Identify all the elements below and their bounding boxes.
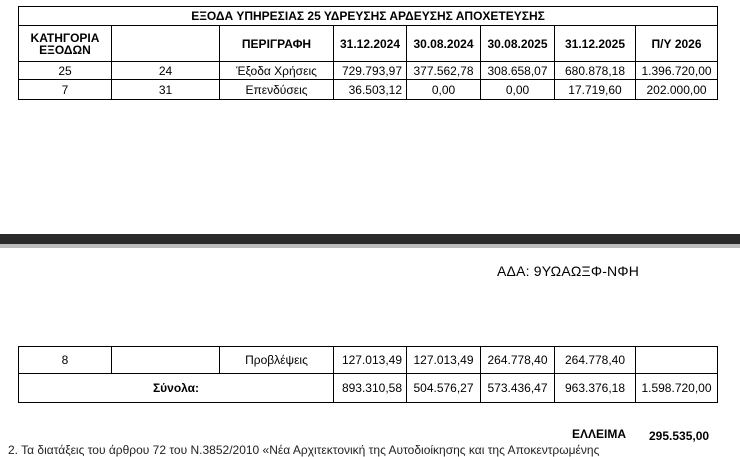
table-row [19,62,718,80]
cell: 264.778,40 [481,347,555,374]
cell: 25 [19,62,112,80]
cell: 680.878,18 [555,62,636,80]
table-row [19,347,718,374]
cell: 24 [112,62,220,80]
header-2024: 31.12.2024 [334,26,407,62]
cell: 308.658,07 [481,62,555,80]
cell: 127.013,49 [407,347,481,374]
header-aug-2025: 30.08.2025 [481,26,555,62]
header-code [112,26,220,62]
total-aug-2025: 573.436,47 [481,374,555,403]
total-2024: 893.310,58 [334,374,407,403]
totals-label: Σύνολα: [19,374,334,403]
paragraph-cut-off: 2. Τα διατάξεις του άρθρου 72 του Ν.3852/2010 «Νέα Αρχιτεκτονική της Αυτοδιοίκησης και της Αποκεντρωμένης [8,443,600,457]
cell: 17.719,60 [555,80,636,100]
header-description: ΠΕΡΙΓΡΑΦΗ [220,26,334,62]
total-budget-2026: 1.598.720,00 [636,374,718,403]
cell: 377.562,78 [407,62,481,80]
cell: Έξοδα Χρήσεις [220,62,334,80]
expenses-table [18,6,718,100]
cell: 36.503,12 [334,80,407,100]
page-separator-shadow [0,244,740,248]
total-aug-2024: 504.576,27 [407,374,481,403]
header-aug-2024: 30.08.2024 [407,26,481,62]
header-budget-2026: Π/Υ 2026 [636,26,718,62]
header-2025: 31.12.2025 [555,26,636,62]
deficit-value: 295.535,00 [649,429,710,443]
cell: 264.778,40 [555,347,636,374]
total-2025: 963.376,18 [555,374,636,403]
cell: 1.396.720,00 [636,62,718,80]
table-row [19,80,718,100]
cell: 202.000,00 [636,80,718,100]
cell: Προβλέψεις [220,347,334,374]
cell [636,347,718,374]
expenses-table-continued [18,346,718,403]
cell: 8 [19,347,112,374]
table-title: ΕΞΟΔΑ ΥΠΗΡΕΣΙΑΣ 25 ΥΔΡΕΥΣΗΣ ΑΡΔΕΥΣΗΣ ΑΠΟΧΕΤΕΥΣΗΣ [19,7,718,26]
cell: 7 [19,80,112,100]
ada-code: ΑΔΑ: 9ΥΩΑΩΞΦ-ΝΦΗ [497,263,640,279]
cell: 127.013,49 [334,347,407,374]
page-separator [0,234,740,244]
header-category: ΚΑΤΗΓΟΡΙΑ ΕΞΟΔΩΝ [19,26,112,62]
cell: 31 [112,80,220,100]
deficit-label: ΕΛΛΕΙΜΑ [572,427,627,441]
cell: 729.793,97 [334,62,407,80]
cell: 0,00 [407,80,481,100]
cell: 0,00 [481,80,555,100]
totals-row [19,374,718,403]
cell: Επενδύσεις [220,80,334,100]
cell [112,347,220,374]
